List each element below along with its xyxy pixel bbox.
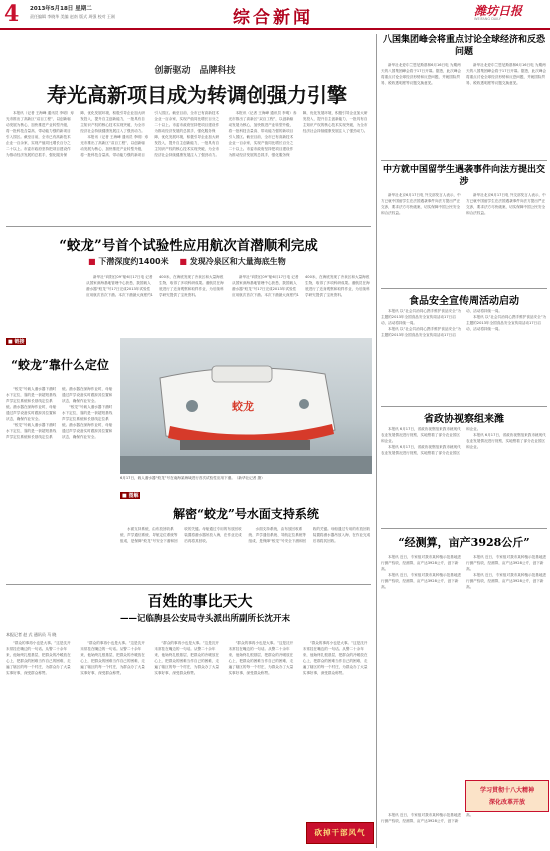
link-paragraph: “蛟龙”号载人潜水器下潜时水下定位，靠的是一套超短基线声学定位系统和长基线定位系统。潜水器在深海作业时，母船通过声学设备实时跟踪其位置和状态，确保作业安全。 <box>6 387 57 421</box>
jiaolong-photo-caption: 6月17日，载人潜水器“蛟龙”号在南海某海域进行首次试验性应用下潜。（新华社记者 摄） <box>120 476 265 480</box>
divider <box>381 288 547 289</box>
promo-line-1: 学习贯彻十八大精神 <box>479 787 534 794</box>
baixing-paragraph: “群众的事再小也是大事。”这是沈开末常挂在嘴边的一句话。从警二十余年来，他始终扎根基层，把群众的冷暖放在心上，把群众的困难当作自己的困难，走遍了辖区的每一个村庄，为群众办了大量实事好事，深受群众称赞。 <box>154 641 220 675</box>
column-divider <box>376 34 377 848</box>
news-1-paragraph: 新华社北爱尔兰恩尼斯基林6月16日电 为期两天的八国集团峰会将于17日开幕。据悉，此次峰会将重点讨论全球经济形势和反恐问题，并就国际贸易、税收透明度等议题交换意见。 <box>466 63 547 85</box>
bottom-promo-text: 砍掉干部风气 <box>314 828 366 837</box>
news-5-paragraph: 本报讯 近日，专家组对我市某种植示范基地进行测产验收，经测算，亩产达3928公斤，创下新高。 <box>381 555 462 571</box>
link-tag-label: 链接 <box>14 339 25 345</box>
jiaolong-subheads <box>88 256 286 267</box>
lead-body <box>6 110 371 224</box>
baixing-paragraph: “群众的事再小也是大事。”这是沈开末常挂在嘴边的一句话。从警二十余年来，他始终扎根基层，把群众的冷暖放在心上，把群众的困难当作自己的困难，走遍了辖区的每一个村庄，为群众办了大量实事好事，深受群众称赞。 <box>80 641 145 675</box>
jiaolong-photo <box>120 338 372 474</box>
news-4-paragraph: 本报讯 6月17日，省政协视察组来我市就现代农业发展情况进行视察，实地察看了部分农业园区和企业。 <box>381 427 461 443</box>
news-3-paragraph: 本报讯 以“社会共治同心携手维护食品安全”为主题的2013年全国食品安全宣传周活动17日启动，活动将持续一周。 <box>466 315 547 331</box>
divider <box>6 584 371 585</box>
divider <box>6 226 371 227</box>
news-4-paragraph: 本报讯 6月17日，省政协视察组来我市就现代农业发展情况进行视察，实地察看了部分农业园区和企业。 <box>466 433 546 449</box>
baixing-body <box>6 640 371 848</box>
news-5-paragraph: 本报讯 近日，专家组对我市某种植示范基地进行测产验收，经测算，亩产达3928公斤，创下新高。 <box>381 813 474 823</box>
news-2-body <box>381 192 547 286</box>
bottom-promo-banner[interactable] <box>306 822 374 844</box>
issue-date: 2013年5月18日 星期二 <box>30 6 92 12</box>
promo-line-2: 深化改革开放 <box>488 799 525 806</box>
news-5-paragraph: 本报讯 近日，专家组对我市某种植示范基地进行测产验收，经测算，亩产达3928公斤，创下新高。 <box>381 573 462 589</box>
news-2-paragraph: 新华社北京6月17日电 外交部发言人表示，中方已就中国留学生在法国遇袭事件向法方提出严正交涉，要求法方尽快破案，切实保障中国公民安全和合法权益。 <box>381 193 461 215</box>
lead-paragraph: 本报讯（记者 王海峰 通讯员 李明）寿光市推出了高新区“双百工程”，以创新驱动发展为核心，加快推进产业转型升级，将一批科技含量高、带动能力强的新项目引入园区。截至目前，全市已有高新技术企业一百余家，实现产值同比增长百分之二十以上。市委市政府坚持把项目建设作为推动经济发展的总抓手，强化服务保障，优化发展环境，积极引导企业加大研发投入，提升自主创新能力，一批具有自主知识产权的核心技术实现突破，为全市经济社会持续健康发展注入了强劲动力。 <box>228 111 368 157</box>
news-5-headline: “经测算，亩产3928公斤” <box>398 536 530 549</box>
link-body <box>6 386 114 578</box>
news-4-headline: 省政协视察组来潍 <box>424 414 504 425</box>
explain-paragraph: 水面支持系统，由布放回收系统、声学通信系统、导航定位系统等组成，是保障“蛟龙”号安全下潜和回收的关键。母船通过专用的布放回收装置将潜水器吊放入海，在作业完成后再将其回收。 <box>120 527 242 543</box>
lead-headline: 寿光高新项目成为转调创强力引擎 <box>47 83 347 107</box>
svg-text:蛟龙: 蛟龙 <box>232 400 254 413</box>
newspaper-sub: WEIFANG DAILY <box>474 17 501 21</box>
news-1-paragraph: 新华社北爱尔兰恩尼斯基林6月16日电 为期两天的八国集团峰会将于17日开幕。据悉，此次峰会将重点讨论全球经济形势和反恐问题，并就国际贸易、税收透明度等议题交换意见。 <box>381 63 462 85</box>
explain-body <box>120 526 372 580</box>
lead-kicker: 创新驱动 品牌科技 <box>154 66 236 76</box>
promo-box[interactable] <box>465 780 549 812</box>
news-5-body-cont <box>381 812 547 848</box>
news-4-paragraph: 本报讯 6月17日，省政协视察组来我市就现代农业发展情况进行视察，实地察看了部分农业园区和企业。 <box>381 427 481 455</box>
news-1-headline: 八国集团峰会将重点讨论全球经济和反恐问题 <box>382 35 545 57</box>
news-5-paragraph: 本报讯 近日，专家组对我市某种植示范基地进行测产验收，经测算，亩产达3928公斤，创下新高。 <box>466 573 547 589</box>
link-sidebar <box>6 338 114 580</box>
news-3-body <box>381 308 547 404</box>
divider <box>381 406 547 407</box>
explain-tag-label: 图解 <box>128 493 139 499</box>
square-bullet-icon: ■ <box>179 257 187 266</box>
news-4-body <box>381 426 547 526</box>
news-1-body <box>381 62 547 158</box>
news-3-paragraph: 本报讯 以“社会共治同心携手维护食品安全”为主题的2013年全国食品安全宣传周活动17日启动，活动将持续一周。 <box>381 309 502 337</box>
news-3-headline: 食品安全宣传周活动启动 <box>409 296 519 307</box>
news-2-headline: 中方就中国留学生遇袭事件向法方提出交涉 <box>382 165 545 187</box>
news-2-paragraph: 新华社北京6月17日电 外交部发言人表示，中方已就中国留学生在法国遇袭事件向法方提出严正交涉，要求法方尽快破案，切实保障中国公民安全和合法权益。 <box>466 193 546 215</box>
baixing-byline: 本报记者 赵 式 通讯员 马 晓 <box>6 632 57 637</box>
baixing-paragraph: “群众的事再小也是大事。”这是沈开末常挂在嘴边的一句话。从警二十余年来，他始终扎根基层，把群众的冷暖放在心上，把群众的困难当作自己的困难，走遍了辖区的每一个村庄，为群众办了大量实事好事，深受群众称赞。 <box>6 641 71 675</box>
lead-paragraph: 本报讯（记者 王海峰 通讯员 李明）寿光市推出了高新区“双百工程”，以创新驱动发展为核心，加快推进产业转型升级，将一批科技含量高、带动能力强的新项目引入园区。截至目前，全市已有高新技术企业一百余家，实现产值同比增长百分之二十以上。市委市政府坚持把项目建设作为推动经济发展的总抓手，强化服务保障，优化发展环境，积极引导企业加大研发投入，提升自主创新能力，一批具有自主知识产权的核心技术实现突破，为全市经济社会持续健康发展注入了强劲动力。 <box>6 111 145 157</box>
jiaolong-sub-1: 下潜深度约1400米 <box>98 257 169 266</box>
baixing-paragraph: “群众的事再小也是大事。”这是沈开末常挂在嘴边的一句话。从警二十余年来，他始终扎根基层，把群众的冷暖放在心上，把群众的困难当作自己的困难，走遍了辖区的每一个村庄，为群众办了大量实事好事，深受群众称赞。 <box>302 641 368 675</box>
news-5-body <box>381 554 547 776</box>
explain-headline: 解密“蛟龙”号水面支持系统 <box>173 507 319 521</box>
jiaolong-body <box>86 274 372 334</box>
news-5-paragraph: 本报讯 近日，专家组对我市某种植示范基地进行测产验收，经测算，亩产达3928公斤，创下新高。 <box>466 555 547 571</box>
baixing-paragraph: “群众的事再小也是大事。”这是沈开末常挂在嘴边的一句话。从警二十余年来，他始终扎根基层，把群众的冷暖放在心上，把群众的困难当作自己的困难，走遍了辖区的每一个村庄，为群众办了大量实事好事，深受群众称赞。 <box>228 641 294 675</box>
newspaper-name: 潍坊日报 <box>474 4 523 18</box>
section-title: 综合新闻 <box>233 8 313 28</box>
link-paragraph: “蛟龙”号载人潜水器下潜时水下定位，靠的是一套超短基线声学定位系统和长基线定位系统。潜水器在深海作业时，母船通过声学设备实时跟踪其位置和状态，确保作业安全。 <box>62 405 113 439</box>
jiaolong-paragraph: 新华社“向阳红09”船6月17日电 记者从国家深海基地管理中心获悉，我国载人潜水器“蛟龙”号17日完成2013年试验性应用航次首次下潜。本次下潜最大深度约1400米，在海底发现了冷泉区和大量海底生物，取得了多项科研成果。潜航员在海底进行了近身观察和取样作业，为后续科学研究提供了宝贵资料。 <box>232 275 370 297</box>
right-column <box>381 34 547 848</box>
editor-line: 责任编辑 李晓华 美编 赵南 版式 周强 校对 王刚 <box>30 14 115 19</box>
lead-paragraph: 本报讯（记者 王海峰 通讯员 李明）寿光市推出了高新区“双百工程”，以创新驱动发展为核心，加快推进产业转型升级，将一批科技含量高、带动能力强的新项目引入园区。截至目前，全市已有高新技术企业一百余家，实现产值同比增长百分之二十以上。市委市政府坚持把项目建设作为推动经济发展的总抓手，强化服务保障，优化发展环境，积极引导企业加大研发投入，提升自主创新能力，一批具有自主知识产权的核心技术实现突破，为全市经济社会持续健康发展注入了强劲动力。 <box>80 111 220 157</box>
jiaolong-headline: “蛟龙”号首个试验性应用航次首潜顺利完成 <box>59 238 318 254</box>
explain-paragraph: 水面支持系统，由布放回收系统、声学通信系统、导航定位系统等组成，是保障“蛟龙”号安全下潜和回收的关键。母船通过专用的布放回收装置将潜水器吊放入海，在作业完成后再将其回收。 <box>248 527 371 543</box>
square-bullet-icon: ■ <box>88 257 96 266</box>
jiaolong-sub-2: 发现冷泉区和大量海底生物 <box>189 257 286 266</box>
link-paragraph: “蛟龙”号载人潜水器下潜时水下定位，靠的是一套超短基线声学定位系统和长基线定位系统。潜水器在深海作业时，母船通过声学设备实时跟踪其位置和状态，确保作业安全。 <box>6 387 113 439</box>
submersible-illustration <box>120 338 372 474</box>
divider <box>381 160 547 161</box>
divider <box>381 528 547 529</box>
link-tag: ■ 链接 <box>8 339 25 345</box>
baixing-subheadline: ——记临朐县公安局寺头派出所副所长沈开末 <box>119 614 290 624</box>
baixing-headline: 百姓的事比天大 <box>147 592 253 610</box>
explain-tag: ■ 图解 <box>122 493 139 499</box>
masthead <box>0 0 550 30</box>
link-headline: “蛟龙”靠什么定位 <box>11 358 109 372</box>
page-number: 4 <box>4 1 20 27</box>
news-3-paragraph: 本报讯 以“社会共治同心携手维护食品安全”为主题的2013年全国食品安全宣传周活动17日启动，活动将持续一周。 <box>381 309 462 325</box>
jiaolong-paragraph: 新华社“向阳红09”船6月17日电 记者从国家深海基地管理中心获悉，我国载人潜水器“蛟龙”号17日完成2013年试验性应用航次首次下潜。本次下潜最大深度约1400米，在海底发现了冷泉区和大量海底生物，取得了多项科研成果。潜航员在海底进行了近身观察和取样作业，为后续科学研究提供了宝贵资料。 <box>86 275 224 297</box>
